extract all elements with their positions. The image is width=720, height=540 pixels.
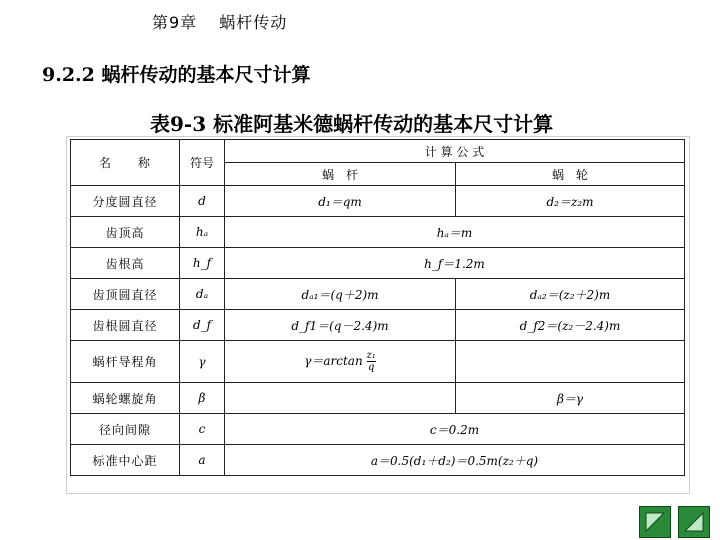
table-title: 表9-3 标准阿基米德蜗杆传动的基本尺寸计算 xyxy=(150,112,554,136)
row-symbol: dₐ xyxy=(180,279,225,310)
row-name: 分度圆直径 xyxy=(71,186,180,217)
next-slide-button[interactable] xyxy=(678,506,710,538)
header-name: 名 称 xyxy=(71,140,180,186)
table-header-row-1 xyxy=(71,140,685,163)
table-row xyxy=(71,341,685,383)
row-symbol: β xyxy=(180,383,225,414)
fraction-numerator: z₁ xyxy=(366,350,376,361)
row-symbol: a xyxy=(180,445,225,476)
row-symbol: h_f xyxy=(180,248,225,279)
row-shared-formula: h_f＝1.2m xyxy=(225,248,685,279)
row-symbol: γ xyxy=(180,341,225,383)
next-slide-icon xyxy=(679,507,709,537)
header-formula: 计 算 公 式 xyxy=(225,140,685,163)
row-worm-formula: dₐ₁＝(q＋2)m xyxy=(225,279,456,310)
prev-slide-button[interactable] xyxy=(639,506,671,538)
row-worm-formula: d_f1＝(q－2.4)m xyxy=(225,310,456,341)
row-wheel-formula: β＝γ xyxy=(456,383,685,414)
row-worm-formula xyxy=(225,341,456,383)
row-shared-formula: hₐ＝m xyxy=(225,217,685,248)
chapter-header xyxy=(152,10,309,33)
row-wheel-formula: dₐ₂＝(z₂＋2)m xyxy=(456,279,685,310)
row-symbol: c xyxy=(180,414,225,445)
table-row xyxy=(71,414,685,445)
row-name: 蜗杆导程角 xyxy=(71,341,180,383)
row-name: 齿顶高 xyxy=(71,217,180,248)
header-symbol: 符号 xyxy=(180,140,225,186)
table-row xyxy=(71,310,685,341)
row-name: 齿根圆直径 xyxy=(71,310,180,341)
table-row xyxy=(71,383,685,414)
row-name: 齿顶圆直径 xyxy=(71,279,180,310)
row-name: 齿根高 xyxy=(71,248,180,279)
fraction-denominator: q xyxy=(367,362,375,373)
row-wheel-formula: d_f2＝(z₂－2.4)m xyxy=(456,310,685,341)
table-row xyxy=(71,279,685,310)
row-worm-formula: d₁＝qm xyxy=(225,186,456,217)
row-wheel-formula xyxy=(456,341,685,383)
row-worm-formula xyxy=(225,383,456,414)
row-name: 径向间隙 xyxy=(71,414,180,445)
header-worm: 蜗 杆 xyxy=(225,163,456,186)
lead-angle-prefix: γ＝arctan xyxy=(304,354,363,368)
row-symbol: d_f xyxy=(180,310,225,341)
prev-slide-icon xyxy=(640,507,670,537)
row-wheel-formula: d₂＝z₂m xyxy=(456,186,685,217)
chapter-topic: 蜗杆传动 xyxy=(219,13,288,32)
chapter-number: 第9章 xyxy=(152,13,198,32)
row-name: 蜗轮螺旋角 xyxy=(71,383,180,414)
row-symbol: d xyxy=(180,186,225,217)
row-shared-formula: c＝0.2m xyxy=(225,414,685,445)
header-wheel: 蜗 轮 xyxy=(456,163,685,186)
table-row xyxy=(71,186,685,217)
table-row xyxy=(71,248,685,279)
row-name: 标准中心距 xyxy=(71,445,180,476)
lead-angle-fraction xyxy=(367,350,376,373)
table-row xyxy=(71,445,685,476)
section-title: 9.2.2 蜗杆传动的基本尺寸计算 xyxy=(42,64,311,86)
row-shared-formula: a＝0.5(d₁＋d₂)＝0.5m(z₂＋q) xyxy=(225,445,685,476)
row-symbol: hₐ xyxy=(180,217,225,248)
dimension-table xyxy=(70,139,685,476)
table-row xyxy=(71,217,685,248)
